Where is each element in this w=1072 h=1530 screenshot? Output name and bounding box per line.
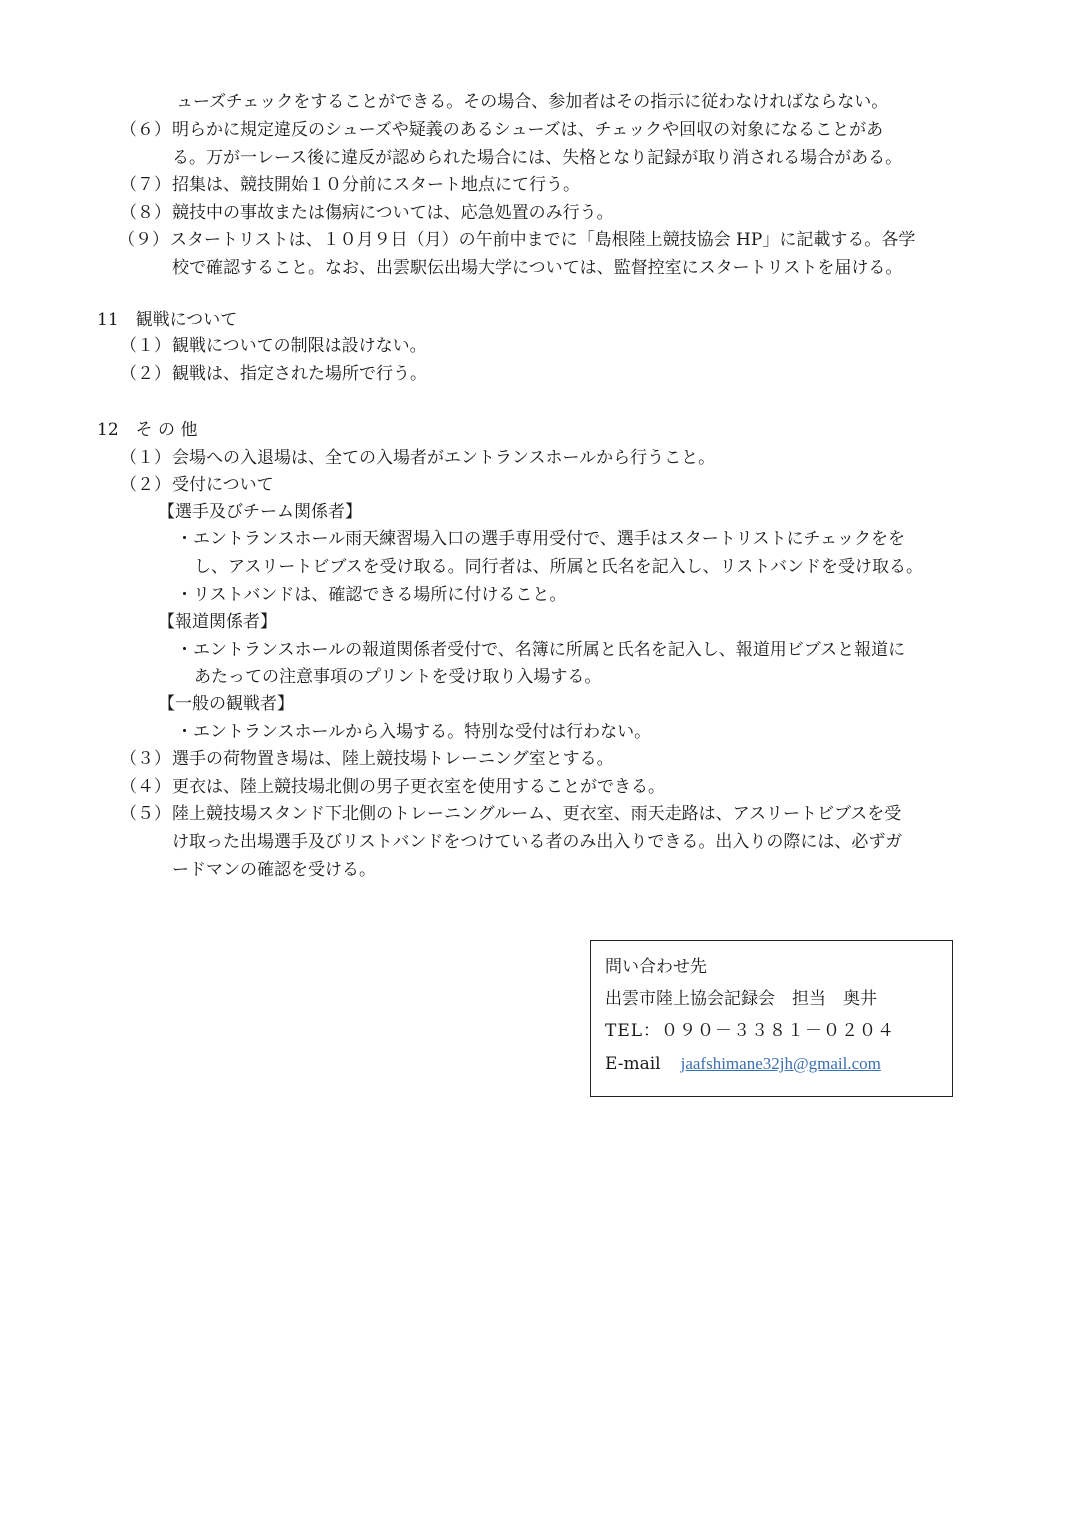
- item9-text-line1: スタートリストは、１０月９日（月）の午前中までに「島根陸上競技協会 HP」に記載する。各学: [170, 230, 916, 250]
- item9-number: （９）: [118, 230, 169, 250]
- s12-item5-text-line3: ードマンの確認を受ける。: [172, 860, 376, 880]
- s11-item2-text: 観戦は、指定された場所で行う。: [172, 364, 427, 384]
- item9-text-line2: 校で確認すること。なお、出雲駅伝出場大学については、監督控室にスタートリストを届ける。: [172, 258, 903, 278]
- item7-text: 招集は、競技開始１０分前にスタート地点にて行う。: [172, 175, 580, 195]
- s11-item2-number: （２）: [120, 364, 171, 384]
- s12-item2-number: （２）: [120, 475, 171, 495]
- contact-email-row: [605, 1055, 881, 1073]
- subheading-press: 【報道関係者】: [158, 612, 277, 632]
- section-11-heading: 11 観戦について: [97, 310, 238, 330]
- subheading-general: 【一般の観戦者】: [158, 694, 294, 714]
- s12-item2-text: 受付について: [172, 475, 274, 495]
- s12-item4-number: （４）: [120, 777, 171, 797]
- s12-item3-number: （３）: [120, 749, 171, 769]
- s12-item5-number: （５）: [120, 804, 171, 824]
- athletes-bullet1-line2: し、アスリートビブスを受け取る。同行者は、所属と氏名を記入し、リストバンドを受け取る。: [194, 557, 923, 577]
- item8-text: 競技中の事故または傷病については、応急処置のみ行う。: [172, 203, 614, 223]
- email-label: E-mail: [605, 1054, 661, 1074]
- email-link[interactable]: jaafshimane32jh@gmail.com: [680, 1054, 881, 1073]
- s12-item5-text-line2: け取った出場選手及びリストバンドをつけている者のみ出入りできる。出入りの際には、必ずガ: [172, 832, 903, 852]
- item6-text-line2: る。万が一レース後に違反が認められた場合には、失格となり記録が取り消される場合がある。: [172, 148, 903, 168]
- s12-item4-text: 更衣は、陸上競技場北側の男子更衣室を使用することができる。: [172, 777, 665, 797]
- contact-phone: TEL：０９０－３３８１－０２０４: [605, 1021, 896, 1041]
- s12-item5-text-line1: 陸上競技場スタンド下北側のトレーニングルーム、更衣室、雨天走路は、アスリートビブスを受: [172, 804, 902, 824]
- section-12-heading: 12 そ の 他: [97, 420, 198, 440]
- item6-number: （６）: [120, 120, 171, 140]
- item7-number: （７）: [120, 175, 171, 195]
- press-bullet1-line2: あたっての注意事項のプリントを受け取り入場する。: [194, 667, 602, 687]
- s12-item1-text: 会場への入退場は、全ての入場者がエントランスホールから行うこと。: [172, 448, 716, 468]
- contact-organization: 出雲市陸上協会記録会 担当 奥井: [605, 989, 877, 1009]
- item6-text-line1: 明らかに規定違反のシューズや疑義のあるシューズは、チェックや回収の対象になることがあ: [172, 120, 884, 140]
- subheading-athletes: 【選手及びチーム関係者】: [158, 502, 362, 522]
- contact-box: [590, 940, 953, 1097]
- athletes-bullet2: ・リストバンドは、確認できる場所に付けること。: [176, 585, 567, 605]
- contact-title: 問い合わせ先: [605, 957, 707, 977]
- item8-number: （８）: [120, 203, 171, 223]
- s12-item1-number: （１）: [120, 448, 171, 468]
- s11-item1-text: 観戦についての制限は設けない。: [172, 336, 427, 356]
- item5-continuation: ューズチェックをすることができる。その場合、参加者はその指示に従わなければならない。: [176, 92, 889, 112]
- general-bullet1: ・エントランスホールから入場する。特別な受付は行わない。: [176, 722, 652, 742]
- s11-item1-number: （１）: [120, 336, 171, 356]
- s12-item3-text: 選手の荷物置き場は、陸上競技場トレーニング室とする。: [172, 749, 614, 769]
- press-bullet1-line1: ・エントランスホールの報道関係者受付で、名簿に所属と氏名を記入し、報道用ビブスと報道に: [176, 640, 906, 660]
- athletes-bullet1-line1: ・エントランスホール雨天練習場入口の選手専用受付で、選手はスタートリストにチェックをを: [176, 529, 905, 549]
